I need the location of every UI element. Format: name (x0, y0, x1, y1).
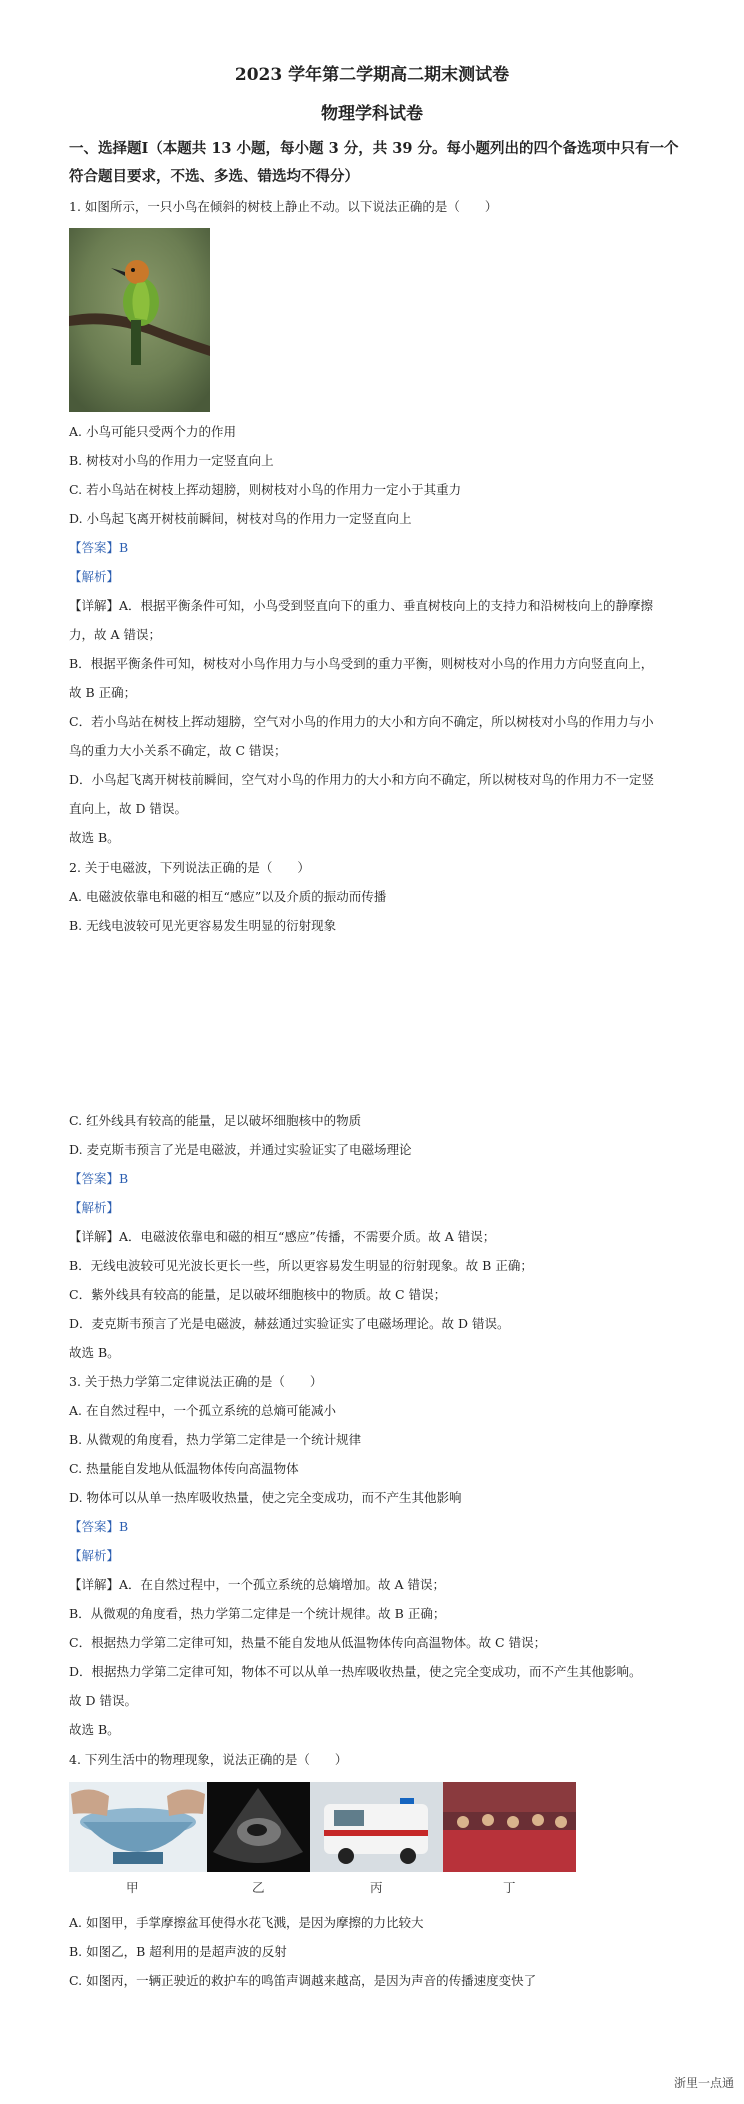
q2-option-d: D. 麦克斯韦预言了光是电磁波，并通过实验证实了电磁场理论 (69, 1142, 412, 1157)
q1-answer: 【答案】B (69, 540, 129, 555)
q2-detail-line: 故选 B。 (69, 1345, 120, 1360)
q2-detail-line: 【详解】A．电磁波依靠电和磁的相互“感应”传播，不需要介质。故 A 错误； (69, 1229, 496, 1244)
q3-detail-line: D．根据热力学第二定律可知，物体不可以从单一热库吸收热量，使之完全变成功，而不产生其他影响。 (69, 1664, 642, 1679)
q4-caption-ding: 丁 (503, 1880, 516, 1895)
water-basin-illustration (69, 1782, 207, 1872)
q1-bird-image (69, 228, 210, 412)
q4-option-c: C. 如图丙，一辆正驶近的救护车的鸣笛声调越来越高，是因为声音的传播速度变快了 (69, 1973, 537, 1988)
q4-image-ding (443, 1782, 576, 1872)
q2-option-c: C. 红外线具有较高的能量，足以破坏细胞核中的物质 (69, 1113, 362, 1128)
q1-detail-line: 故选 B。 (69, 830, 120, 845)
q1-analysis-label: 【解析】 (69, 569, 120, 584)
bird-on-branch-illustration (69, 228, 210, 412)
section-heading-line1: 一、选择题Ⅰ（本题共 13 小题，每小题 3 分，共 39 分。每小题列出的四个备选项中只有一个 (69, 140, 679, 157)
q3-option-a: A. 在自然过程中，一个孤立系统的总熵可能减小 (69, 1403, 336, 1418)
q1-detail-line: 鸟的重力大小关系不确定，故 C 错误； (69, 743, 287, 758)
q3-stem: 3. 关于热力学第二定律说法正确的是（ ） (69, 1374, 323, 1389)
q3-option-b: B. 从微观的角度看，热力学第二定律是一个统计规律 (69, 1432, 362, 1447)
q4-option-a: A. 如图甲，手掌摩擦盆耳使得水花飞溅，是因为摩擦的力比较大 (69, 1915, 424, 1930)
q1-detail-line: 故 B 正确； (69, 685, 137, 700)
q2-option-a: A. 电磁波依靠电和磁的相互“感应”以及介质的振动而传播 (69, 889, 387, 904)
q4-option-b: B. 如图乙，B 超利用的是超声波的反射 (69, 1944, 287, 1959)
q3-detail-line: C．根据热力学第二定律可知，热量不能自发地从低温物体传向高温物体。故 C 错误； (69, 1635, 547, 1650)
q1-detail-line: D．小鸟起飞离开树枝前瞬间，空气对小鸟的作用力的大小和方向不确定，所以树枝对鸟的作用力不一定竖 (69, 772, 655, 787)
exam-subtitle: 物理学科试卷 (321, 104, 423, 124)
q4-stem: 4. 下列生活中的物理现象，说法正确的是（ ） (69, 1752, 348, 1767)
q1-detail-line: C．若小鸟站在树枝上挥动翅膀，空气对小鸟的作用力的大小和方向不确定，所以树枝对小鸟的作用力与小 (69, 714, 654, 729)
q1-detail-line: 力，故 A 错误； (69, 627, 161, 642)
q2-detail-line: B．无线电波较可见光波长更长一些，所以更容易发生明显的衍射现象。故 B 正确； (69, 1258, 533, 1273)
q4-caption-yi: 乙 (252, 1880, 265, 1895)
q3-answer: 【答案】B (69, 1519, 129, 1534)
q1-stem: 1. 如图所示，一只小鸟在倾斜的树枝上静止不动。以下说法正确的是（ ） (69, 199, 498, 214)
q3-analysis-label: 【解析】 (69, 1548, 120, 1563)
ambulance-illustration (310, 1782, 443, 1872)
q1-detail-line: 【详解】A．根据平衡条件可知，小鸟受到竖直向下的重力、垂直树枝向上的支持力和沿树枝向上的静摩擦 (69, 598, 654, 613)
q1-option-c: C. 若小鸟站在树枝上挥动翅膀，则树枝对小鸟的作用力一定小于其重力 (69, 482, 462, 497)
q1-detail-line: B．根据平衡条件可知，树枝对小鸟作用力与小鸟受到的重力平衡，则树枝对小鸟的作用力方向竖直向上， (69, 656, 654, 671)
q2-option-b: B. 无线电波较可见光更容易发生明显的衍射现象 (69, 918, 337, 933)
q2-detail-line: D．麦克斯韦预言了光是电磁波，赫兹通过实验证实了电磁场理论。故 D 错误。 (69, 1316, 510, 1331)
q2-analysis-label: 【解析】 (69, 1200, 120, 1215)
q1-option-d: D. 小鸟起飞离开树枝前瞬间，树枝对鸟的作用力一定竖直向上 (69, 511, 412, 526)
q3-option-d: D. 物体可以从单一热库吸收热量，使之完全变成功，而不产生其他影响 (69, 1490, 462, 1505)
q1-detail-line: 直向上，故 D 错误。 (69, 801, 187, 816)
q3-detail-line: 故选 B。 (69, 1722, 120, 1737)
q2-detail-line: C．紫外线具有较高的能量，足以破坏细胞核中的物质。故 C 错误； (69, 1287, 447, 1302)
q4-image-jia (69, 1782, 207, 1872)
q3-detail-line: B．从微观的角度看，热力学第二定律是一个统计规律。故 B 正确； (69, 1606, 446, 1621)
q4-caption-jia: 甲 (126, 1880, 139, 1895)
q2-stem: 2. 关于电磁波，下列说法正确的是（ ） (69, 860, 310, 875)
q4-image-bing (310, 1782, 443, 1872)
q1-option-b: B. 树枝对小鸟的作用力一定竖直向上 (69, 453, 274, 468)
ultrasound-scan-illustration (207, 1782, 310, 1872)
exam-title: 2023 学年第二学期高二期末测试卷 (234, 65, 510, 85)
q4-image-yi (207, 1782, 310, 1872)
q3-detail-line: 【详解】A．在自然过程中，一个孤立系统的总熵增加。故 A 错误； (69, 1577, 446, 1592)
footer-watermark: 浙里一点通 (673, 2076, 734, 2090)
performers-illustration (443, 1782, 576, 1872)
q3-option-c: C. 热量能自发地从低温物体传向高温物体 (69, 1461, 299, 1476)
q2-answer: 【答案】B (69, 1171, 129, 1186)
q4-caption-bing: 丙 (370, 1880, 383, 1895)
section-heading-line2: 符合题目要求，不选、多选、错选均不得分） (69, 168, 359, 185)
q3-detail-line: 故 D 错误。 (69, 1693, 137, 1708)
q1-option-a: A. 小鸟可能只受两个力的作用 (69, 424, 236, 439)
